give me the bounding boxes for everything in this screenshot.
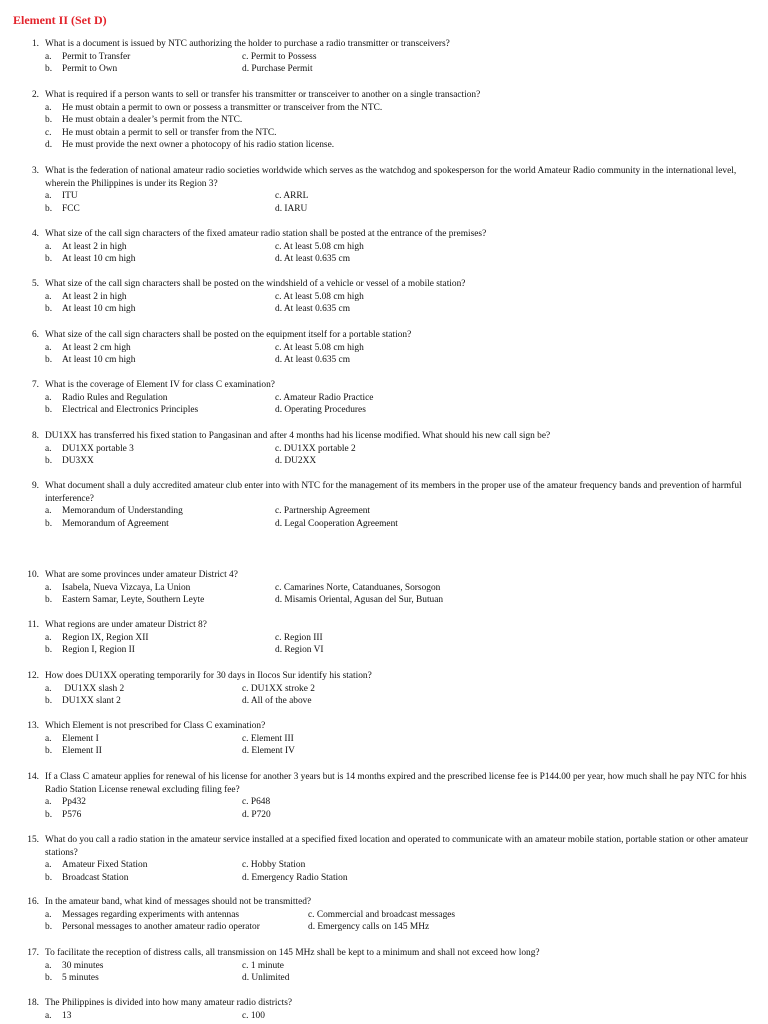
- question-13: [0, 720, 768, 758]
- question-number: 5.: [31, 279, 39, 289]
- option-b: b. Element II: [45, 746, 102, 757]
- question-stem: What is the coverage of Element IV for class C examination?: [45, 380, 275, 390]
- option-c: c. Element III: [242, 733, 294, 744]
- option-b: b. He must obtain a dealer’s permit from the NTC.: [45, 115, 243, 126]
- option-a: a. Radio Rules and Regulation: [45, 392, 168, 403]
- option-a: a. Messages regarding experiments with antennas: [45, 909, 240, 920]
- option-c: c. Region III: [275, 632, 323, 643]
- question-stem: What size of the call sign characters shall be posted on the windshield of a vehicle or vessel of a mobile station?: [45, 279, 466, 289]
- option-b: b. Eastern Samar, Leyte, Southern Leyte: [45, 595, 205, 606]
- question-number: 18.: [27, 998, 39, 1008]
- option-c: c. Hobby Station: [242, 860, 306, 871]
- question-stem: The Philippines is divided into how many amateur radio districts?: [45, 998, 293, 1008]
- option-a: a. Element I: [45, 733, 99, 744]
- question-stem: What size of the call sign characters shall be posted on the equipment itself for a portable station?: [45, 330, 412, 340]
- question-7: [0, 379, 768, 417]
- option-b: b. At least 10 cm high: [45, 254, 136, 265]
- question-12: [0, 670, 768, 708]
- question-number: 12.: [27, 671, 39, 681]
- option-d: d. At least 0.635 cm: [275, 304, 350, 315]
- question-stem: What is required if a person wants to sell or transfer his transmitter or transceiver to another on a single transaction?: [45, 90, 481, 100]
- option-d: d. Legal Cooperation Agreement: [275, 518, 398, 529]
- option-d: d. Misamis Oriental, Agusan del Sur, Butuan: [275, 595, 444, 606]
- option-a: a. Permit to Transfer: [45, 51, 131, 62]
- option-d: d. Element IV: [242, 746, 295, 757]
- option-a: a. He must obtain a permit to own or possess a transmitter or transceiver from the NTC.: [45, 102, 383, 113]
- option-b: b. P576: [45, 809, 82, 820]
- option-d: d. IARU: [275, 203, 308, 214]
- option-a: a. At least 2 in high: [45, 291, 127, 302]
- option-a: a. ITU: [45, 191, 78, 202]
- option-d: d. Emergency calls on 145 MHz: [308, 922, 430, 933]
- question-number: 16.: [27, 897, 39, 907]
- option-c: c. 100: [242, 1010, 265, 1021]
- question-14: [0, 771, 768, 821]
- option-c: c. DU1XX stroke 2: [242, 683, 315, 694]
- option-c: c. 1 minute: [242, 960, 284, 971]
- question-number: 3.: [31, 166, 39, 176]
- option-b: b. DU3XX: [45, 456, 94, 467]
- question-number: 14.: [27, 772, 39, 782]
- option-d: d. All of the above: [242, 696, 312, 707]
- option-b: b. 5 minutes: [45, 973, 99, 984]
- option-d: d. At least 0.635 cm: [275, 254, 350, 265]
- option-a: a. Amateur Fixed Station: [45, 860, 148, 871]
- option-d: d. P720: [242, 809, 271, 820]
- question-number: 13.: [27, 721, 39, 731]
- question-number: 15.: [27, 835, 39, 845]
- option-a: a. 30 minutes: [45, 960, 104, 971]
- question-stem: What document shall a duly accredited amateur club enter into with NTC for the management of its members in the proper use of the amateur frequency bands and prevention of harmful interference?: [45, 481, 742, 504]
- question-stem: What size of the call sign characters of the fixed amateur radio station shall be posted at the entrance of the premises?: [45, 229, 487, 239]
- question-8: [0, 430, 768, 468]
- option-b: b. At least 10 cm high: [45, 304, 136, 315]
- document-title: Element II (Set D): [13, 13, 107, 27]
- option-a: a. DU1XX portable 3: [45, 443, 134, 454]
- question-17: [0, 947, 768, 985]
- option-c: c. He must obtain a permit to sell or transfer from the NTC.: [45, 127, 277, 138]
- option-b: b. FCC: [45, 203, 80, 214]
- question-number: 11.: [27, 620, 39, 630]
- option-d: d. Emergency Radio Station: [242, 872, 348, 883]
- question-4: [0, 228, 768, 266]
- question-number: 8.: [31, 431, 39, 441]
- option-b: b. Permit to Own: [45, 64, 118, 75]
- question-number: 1.: [31, 39, 39, 49]
- option-c: c. At least 5.08 cm high: [275, 342, 364, 353]
- option-b: b. Region I, Region II: [45, 645, 135, 656]
- question-5: [0, 278, 768, 316]
- option-d: d. He must provide the next owner a photocopy of his radio station license.: [45, 140, 335, 151]
- option-d: d. Unlimited: [242, 973, 290, 984]
- option-c: c. ARRL: [275, 191, 309, 202]
- question-stem: To facilitate the reception of distress calls, all transmission on 145 MHz shall be kept to a minimum and shall not exceed how long?: [45, 948, 540, 958]
- option-b: b. At least 10 cm high: [45, 355, 136, 366]
- option-c: c. P648: [242, 797, 271, 808]
- question-9: [0, 480, 768, 530]
- option-c: c. DU1XX portable 2: [275, 443, 356, 454]
- option-b: b. Broadcast Station: [45, 872, 129, 883]
- question-6: [0, 329, 768, 367]
- question-11: [0, 619, 768, 657]
- question-stem: What regions are under amateur District 8?: [45, 620, 207, 630]
- question-stem: DU1XX has transferred his fixed station to Pangasinan and after 4 months had his license modified. What should his new call sign be?: [45, 431, 551, 441]
- option-a: a. At least 2 cm high: [45, 342, 131, 353]
- option-c: c. Amateur Radio Practice: [275, 392, 374, 403]
- option-c: c. Camarines Norte, Catanduanes, Sorsogon: [275, 582, 441, 593]
- question-stem: What do you call a radio station in the amateur service installed at a specified fixed location and operated to communicate with an amateur mobile station, portable station or other amateur stations?: [45, 835, 749, 858]
- option-a: a. Memorandum of Understanding: [45, 506, 183, 517]
- question-stem: How does DU1XX operating temporarily for 30 days in Ilocos Sur identify his station?: [45, 671, 372, 681]
- question-16: [0, 896, 768, 934]
- question-1: [0, 38, 768, 76]
- question-stem: What are some provinces under amateur District 4?: [45, 570, 238, 580]
- question-number: 2.: [31, 90, 39, 100]
- option-c: c. At least 5.08 cm high: [275, 291, 364, 302]
- option-c: c. Partnership Agreement: [275, 506, 371, 517]
- option-a: a. Pp432: [45, 797, 86, 808]
- question-number: 9.: [31, 481, 39, 491]
- option-a: a. Region IX, Region XII: [45, 632, 149, 643]
- option-b: b. Personal messages to another amateur radio operator: [45, 922, 260, 933]
- option-c: c. At least 5.08 cm high: [275, 241, 364, 252]
- question-stem: What is the federation of national amateur radio societies worldwide which serves as the watchdog and spokesperson for the world Amateur Radio community in the international level, wherein the Philippines is under its Region 3?: [45, 166, 737, 189]
- option-d: d. At least 0.635 cm: [275, 355, 350, 366]
- option-d: d. Operating Procedures: [275, 405, 366, 416]
- option-b: b. Memorandum of Agreement: [45, 518, 169, 529]
- question-3: [0, 165, 768, 215]
- question-2: [0, 89, 768, 152]
- question-stem: In the amateur band, what kind of messages should not be transmitted?: [45, 897, 312, 907]
- question-number: 4.: [31, 229, 39, 239]
- option-a: a. Isabela, Nueva Vizcaya, La Union: [45, 582, 191, 593]
- question-10: [0, 569, 768, 607]
- question-stem: Which Element is not prescribed for Class C examination?: [45, 721, 266, 731]
- question-18: [0, 997, 768, 1022]
- option-d: d. Purchase Permit: [242, 64, 313, 75]
- option-a: a. DU1XX slash 2: [45, 683, 125, 694]
- question-number: 6.: [31, 330, 39, 340]
- question-stem: What is a document is issued by NTC authorizing the holder to purchase a radio transmitter or transceivers?: [45, 39, 450, 49]
- option-a: a. At least 2 in high: [45, 241, 127, 252]
- question-number: 10.: [27, 570, 39, 580]
- option-c: c. Permit to Possess: [242, 51, 317, 62]
- question-15: [0, 834, 768, 884]
- question-stem: If a Class C amateur applies for renewal of his license for another 3 years but is 14 months expired and the prescribed license fee is P144.00 per year, how much shall he pay NTC for hhis Radio Station License renewal excluding filing fee?: [45, 772, 747, 795]
- option-a: a. 13: [45, 1010, 72, 1021]
- question-number: 17.: [27, 948, 39, 958]
- option-b: b. DU1XX slant 2: [45, 696, 121, 707]
- question-number: 7.: [31, 380, 39, 390]
- option-d: d. Region VI: [275, 645, 324, 656]
- option-d: d. DU2XX: [275, 456, 317, 467]
- option-b: b. Electrical and Electronics Principles: [45, 405, 199, 416]
- option-c: c. Commercial and broadcast messages: [308, 909, 456, 920]
